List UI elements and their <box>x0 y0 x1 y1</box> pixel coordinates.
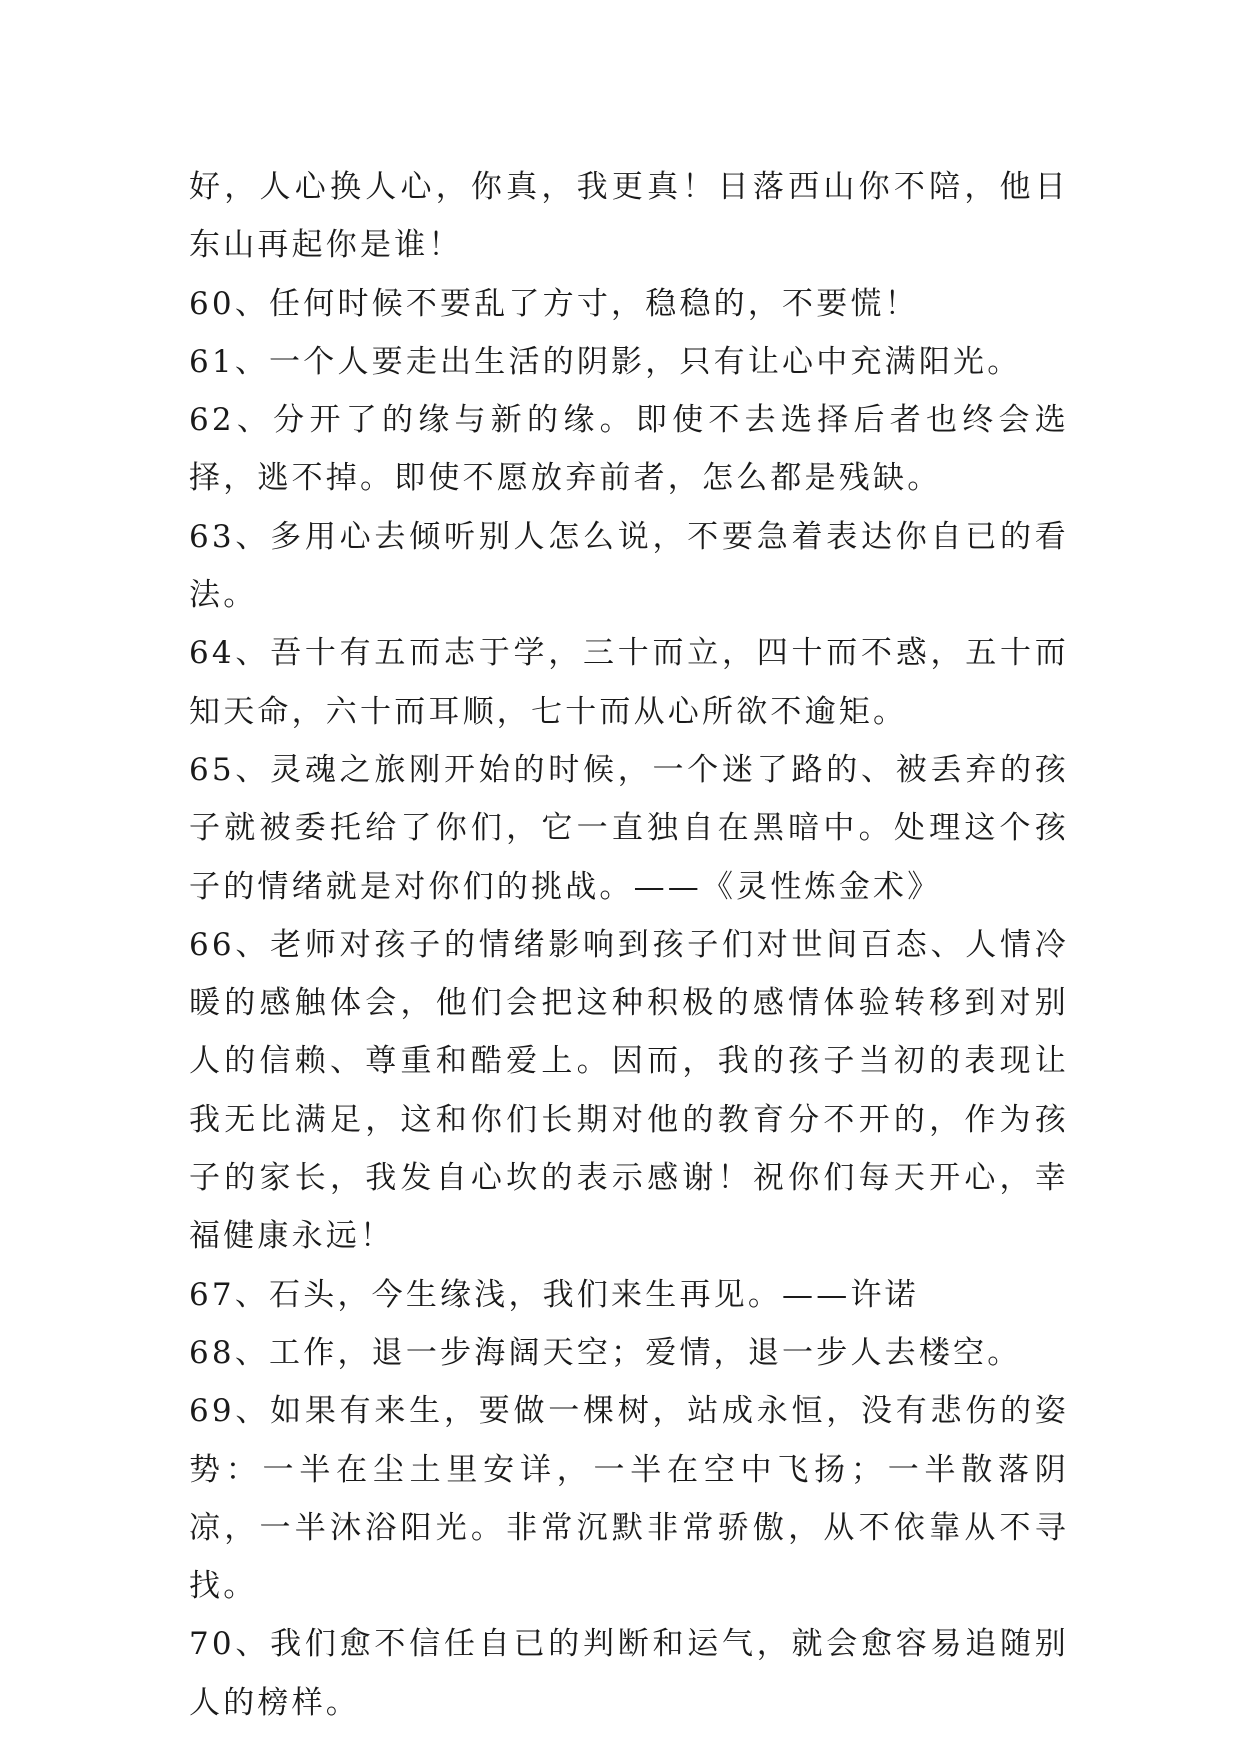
paragraph-70: 70、我们愈不信任自已的判断和运气，就会愈容易追随别人的榜样。 <box>189 1626 1069 1721</box>
paragraph-63: 63、多用心去倾听别人怎么说，不要急着表达你自已的看法。 <box>189 518 1069 614</box>
paragraph-66: 66、老师对孩子的情绪影响到孩子们对世间百态、人情冷暖的感触体会，他们会把这种积极的感情体验转移到对别人的信赖、尊重和酷爱上。因而，我的孩子当初的表现让我无比满足，这和你们长期对他的教育分不开的，作为孩子的家长，我发自心坎的表示感谢！祝你们每天开心，幸福健康永远！ <box>189 926 1069 1255</box>
paragraph-69: 69、如果有来生，要做一棵树，站成永恒，没有悲伤的姿势：一半在尘土里安详，一半在空中飞扬；一半散落阴凉，一半沐浴阳光。非常沉默非常骄傲，从不依靠从不寻找。 <box>189 1393 1069 1605</box>
paragraph-62: 62、分开了的缘与新的缘。即使不去选择后者也终会选择，逃不掉。即使不愿放弃前者，怎么都是残缺。 <box>189 402 1069 497</box>
paragraph-65: 65、灵魂之旅刚开始的时候，一个迷了路的、被丢弃的孩子就被委托给了你们，它一直独自在黑暗中。处理这个孩子的情绪就是对你们的挑战。——《灵性炼金术》 <box>189 751 1069 905</box>
paragraph-continuation: 好，人心换人心，你真，我更真！日落西山你不陪，他日东山再起你是谁！ <box>189 169 1069 264</box>
paragraph-64: 64、吾十有五而志于学，三十而立，四十而不惑，五十而知天命，六十而耳顺，七十而从心所欲不逾矩。 <box>189 635 1069 730</box>
document-body <box>189 158 1069 1732</box>
paragraph-60: 60、任何时候不要乱了方寸，稳稳的，不要慌！ <box>189 285 919 322</box>
paragraph-68: 68、工作，退一步海阔天空；爱情，退一步人去楼空。 <box>189 1334 1022 1371</box>
paragraph-67: 67、石头，今生缘浅，我们来生再见。——许诺 <box>189 1276 919 1313</box>
paragraph-61: 61、一个人要走出生活的阴影，只有让心中充满阳光。 <box>189 343 1022 380</box>
